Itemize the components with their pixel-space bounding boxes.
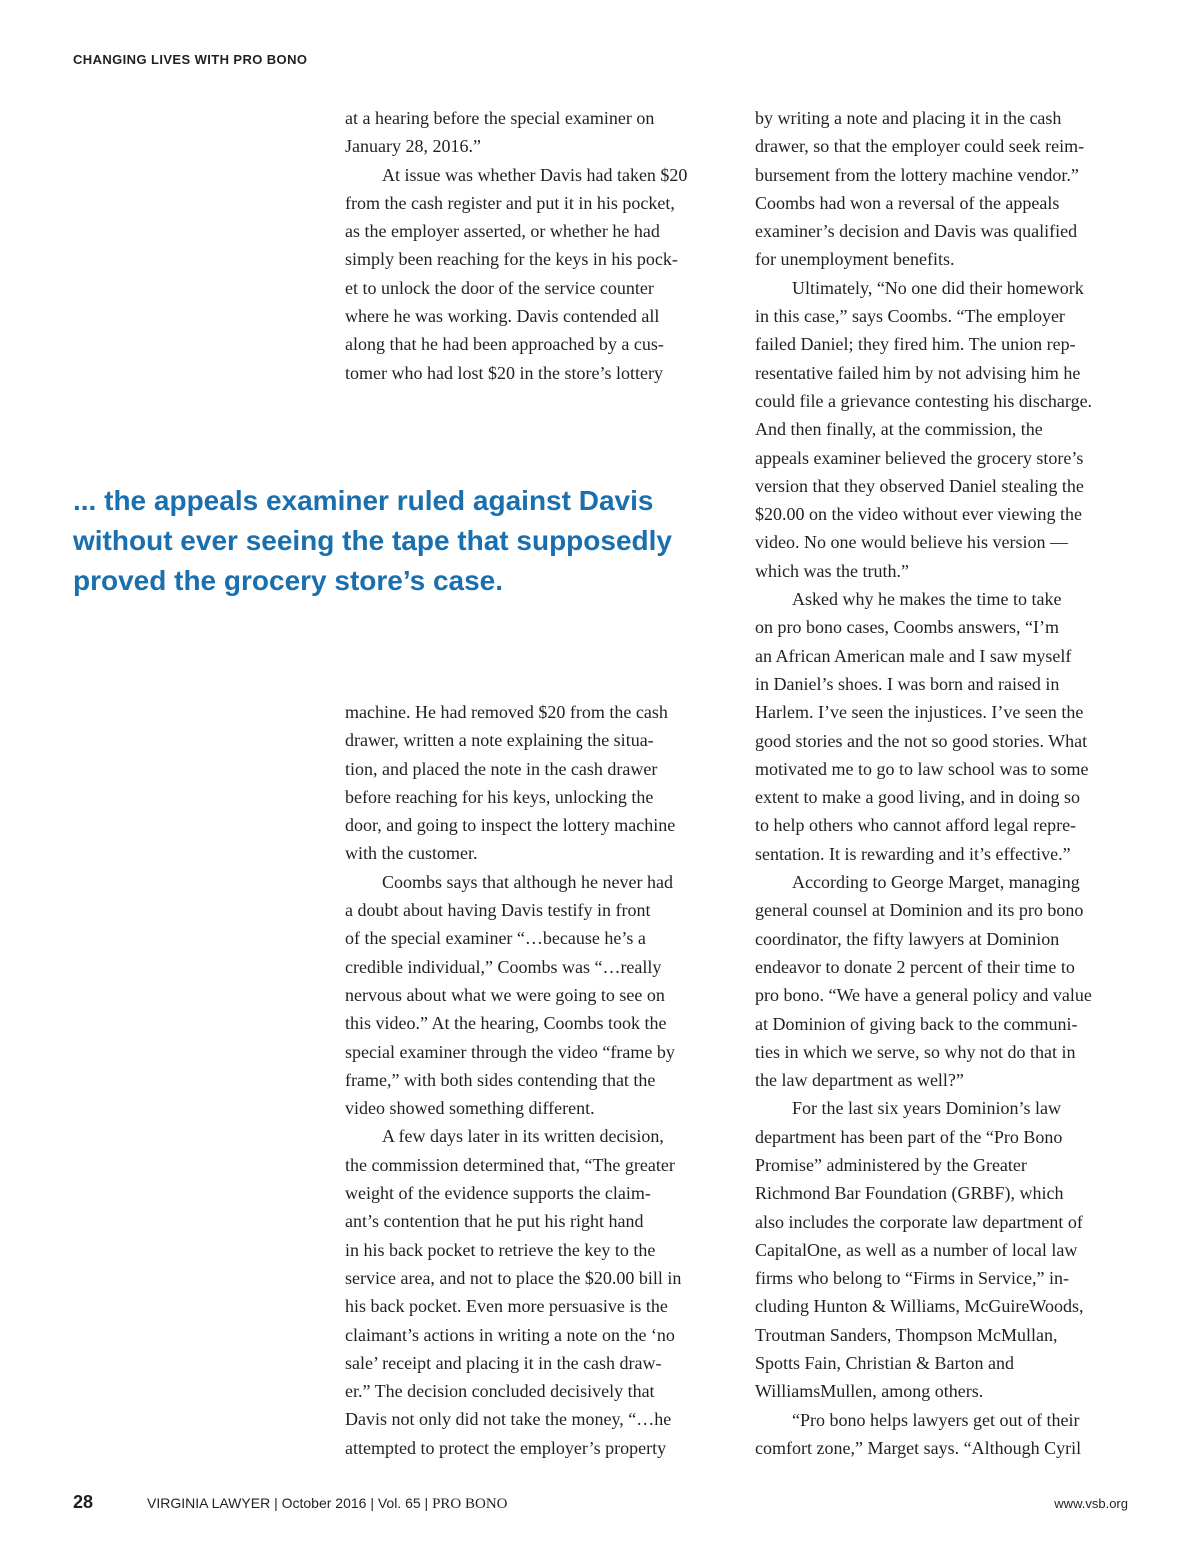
text-line: drawer, written a note explaining the situa- xyxy=(345,730,654,751)
text-line: version that they observed Daniel stealing the xyxy=(755,475,1084,496)
text-line: machine. He had removed $20 from the cash xyxy=(345,702,668,722)
text-line: service area, and not to place the $20.00 bill in xyxy=(345,1267,682,1288)
text-line: sentation. It is rewarding and it’s effective.” xyxy=(755,843,1071,864)
text-line: appeals examiner believed the grocery store’s xyxy=(755,447,1084,468)
pull-quote-line: proved the grocery store’s case. xyxy=(73,565,504,596)
text-line: failed Daniel; they fired him. The union rep- xyxy=(755,334,1076,355)
text-line: department has been part of the “Pro Bono xyxy=(755,1126,1063,1147)
text-line: credible individual,” Coombs was “…really xyxy=(345,956,662,977)
text-line: in Daniel’s shoes. I was born and raised in xyxy=(755,673,1060,694)
text-line: “Pro bono helps lawyers get out of their xyxy=(792,1409,1080,1430)
publication-line: VIRGINIA LAWYER | October 2016 | Vol. 65 | xyxy=(147,1495,429,1511)
pull-quote-line: ... the appeals examiner ruled against Davis xyxy=(73,485,654,516)
text-line: nervous about what we were going to see on xyxy=(345,984,665,1005)
text-line: for unemployment benefits. xyxy=(755,249,955,270)
text-line: before reaching for his keys, unlocking the xyxy=(345,786,654,807)
text-line: weight of the evidence supports the claim- xyxy=(345,1183,651,1204)
page-number: 28 xyxy=(73,1492,94,1512)
text-line: bursement from the lottery machine vendor.” xyxy=(755,164,1079,185)
text-line: Harlem. I’ve seen the injustices. I’ve seen the xyxy=(755,702,1084,723)
text-line: et to unlock the door of the service counter xyxy=(345,277,654,298)
text-line: video showed something different. xyxy=(345,1098,595,1119)
text-line: in his back pocket to retrieve the key to the xyxy=(345,1239,656,1260)
text-line: where he was working. Davis contended all xyxy=(345,306,660,327)
text-line: January 28, 2016.” xyxy=(345,136,481,157)
text-line: attempted to protect the employer’s property xyxy=(345,1437,667,1458)
text-line: sale’ receipt and placing it in the cash draw- xyxy=(345,1352,662,1373)
running-head: CHANGING LIVES WITH PRO BONO xyxy=(73,52,308,67)
text-line: CapitalOne, as well as a number of local law xyxy=(755,1239,1078,1260)
text-line: Coombs says that although he never had xyxy=(382,871,673,892)
text-line: endeavor to donate 2 percent of their time to xyxy=(755,956,1075,977)
text-line: at Dominion of giving back to the communi- xyxy=(755,1013,1078,1034)
text-line: simply been reaching for the keys in his pock- xyxy=(345,249,678,270)
text-line: Ultimately, “No one did their homework xyxy=(792,277,1084,298)
text-line: by writing a note and placing it in the cash xyxy=(755,108,1062,128)
text-line: a doubt about having Davis testify in front xyxy=(345,900,651,921)
text-line: coordinator, the fifty lawyers at Dominion xyxy=(755,928,1060,949)
text-line: door, and going to inspect the lottery machine xyxy=(345,815,676,836)
text-line: $20.00 on the video without ever viewing the xyxy=(755,504,1082,525)
text-line: tomer who had lost $20 in the store’s lottery xyxy=(345,362,663,383)
text-line: in this case,” says Coombs. “The employer xyxy=(755,306,1065,327)
publication-info xyxy=(147,1495,508,1513)
text-line: of the special examiner “…because he’s a xyxy=(345,928,646,949)
text-line: Asked why he makes the time to take xyxy=(792,589,1062,610)
text-line: good stories and the not so good stories. What xyxy=(755,730,1088,751)
text-line: video. No one would believe his version — xyxy=(755,532,1068,553)
text-line: examiner’s decision and Davis was qualified xyxy=(755,221,1078,242)
text-line: special examiner through the video “frame by xyxy=(345,1041,675,1062)
text-line: motivated me to go to law school was to some xyxy=(755,758,1089,779)
text-line: At issue was whether Davis had taken $20 xyxy=(382,164,688,185)
article-column-left-top xyxy=(345,104,725,387)
text-line: which was the truth.” xyxy=(755,560,909,581)
article-column-right xyxy=(755,104,1135,1462)
text-line: Coombs had won a reversal of the appeals xyxy=(755,192,1060,213)
text-line: WilliamsMullen, among others. xyxy=(755,1381,984,1402)
text-line: resentative failed him by not advising him he xyxy=(755,362,1081,383)
article-column-left-bottom xyxy=(345,698,725,1462)
text-line: pro bono. “We have a general policy and value xyxy=(755,985,1092,1006)
pull-quote-line: without ever seeing the tape that supposedly xyxy=(73,525,672,556)
text-line: ties in which we serve, so why not do that in xyxy=(755,1041,1076,1062)
text-line: the commission determined that, “The greater xyxy=(345,1154,675,1175)
section-name: PRO BONO xyxy=(432,1496,508,1512)
text-line: extent to make a good living, and in doing so xyxy=(755,787,1080,808)
text-line: to help others who cannot afford legal repre- xyxy=(755,815,1077,836)
text-line: Troutman Sanders, Thompson McMullan, xyxy=(755,1324,1058,1345)
text-line: also includes the corporate law department of xyxy=(755,1211,1083,1232)
text-line: could file a grievance contesting his discharge. xyxy=(755,390,1093,411)
text-line: from the cash register and put it in his pocket, xyxy=(345,192,675,213)
text-line: an African American male and I saw myself xyxy=(755,645,1072,666)
text-line: ant’s contention that he put his right hand xyxy=(345,1211,644,1232)
text-line: comfort zone,” Marget says. “Although Cyril xyxy=(755,1437,1082,1458)
text-line: at a hearing before the special examiner on xyxy=(345,108,655,128)
text-line: on pro bono cases, Coombs answers, “I’m xyxy=(755,617,1059,638)
text-line: general counsel at Dominion and its pro bono xyxy=(755,900,1084,921)
text-line: claimant’s actions in writing a note on the ‘no xyxy=(345,1324,675,1345)
text-line: For the last six years Dominion’s law xyxy=(792,1098,1061,1119)
text-line: as the employer asserted, or whether he had xyxy=(345,221,660,242)
text-line: with the customer. xyxy=(345,843,478,864)
text-line: the law department as well?” xyxy=(755,1070,964,1091)
text-line: drawer, so that the employer could seek reim- xyxy=(755,136,1085,157)
text-line: along that he had been approached by a cus- xyxy=(345,334,664,355)
text-line: According to George Marget, managing xyxy=(792,872,1080,893)
text-line: his back pocket. Even more persuasive is the xyxy=(345,1296,668,1317)
website-url: www.vsb.org xyxy=(1054,1496,1128,1511)
text-line: And then finally, at the commission, the xyxy=(755,419,1043,440)
text-line: cluding Hunton & Williams, McGuireWoods, xyxy=(755,1296,1084,1317)
pull-quote xyxy=(73,481,713,601)
text-line: Spotts Fain, Christian & Barton and xyxy=(755,1353,1014,1374)
text-line: er.” The decision concluded decisively that xyxy=(345,1381,655,1402)
text-line: Promise” administered by the Greater xyxy=(755,1154,1027,1175)
text-line: this video.” At the hearing, Coombs took the xyxy=(345,1013,667,1034)
text-line: firms who belong to “Firms in Service,” in- xyxy=(755,1268,1069,1289)
text-line: Richmond Bar Foundation (GRBF), which xyxy=(755,1183,1064,1204)
text-line: Davis not only did not take the money, “…he xyxy=(345,1409,672,1430)
text-line: tion, and placed the note in the cash drawer xyxy=(345,758,658,779)
text-line: frame,” with both sides contending that the xyxy=(345,1069,656,1090)
text-line: A few days later in its written decision, xyxy=(382,1126,664,1147)
